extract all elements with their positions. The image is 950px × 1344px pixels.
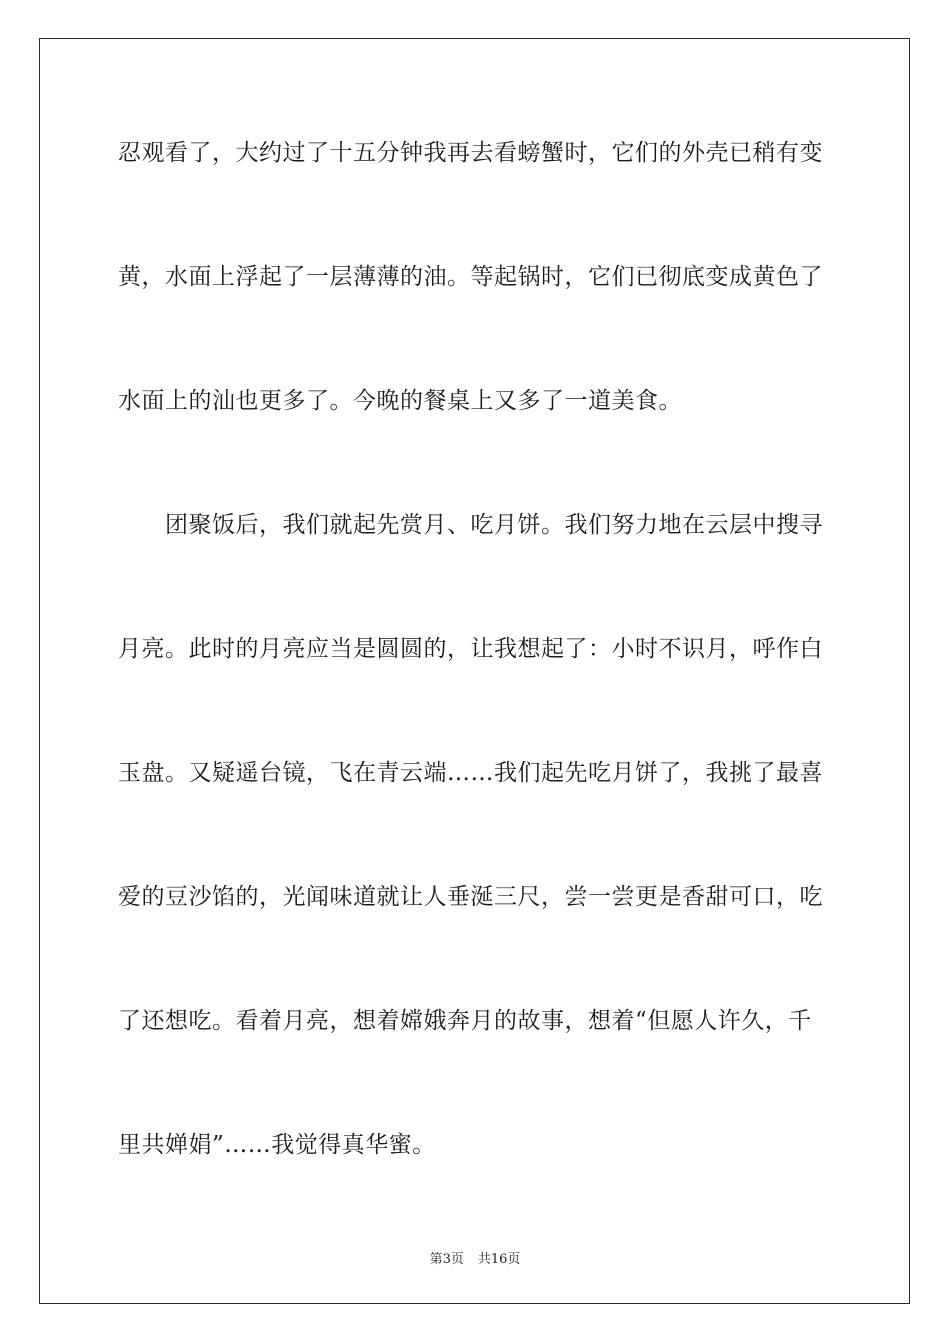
text-line: 月亮。此时的月亮应当是圆圆的，让我想起了：小时不识月，呼作白 — [118, 636, 823, 662]
page-total: 共16页 — [477, 1252, 521, 1267]
text-line: 忍观看了，大约过了十五分钟我再去看螃蟹时，它们的外壳已稍有变 — [118, 140, 823, 166]
text-line: 里共婵娟”……我觉得真华蜜。 — [118, 1132, 436, 1158]
text-line: 了还想吃。看着月亮，想着嫦娥奔月的故事，想着“但愿人许久，千 — [118, 1008, 812, 1034]
page-number: 第3页 — [429, 1252, 464, 1267]
page-footer — [0, 1248, 950, 1267]
text-line: 水面上的汕也更多了。今晚的餐桌上又多了一道美食。 — [118, 388, 682, 414]
text-line: 爱的豆沙馅的，光闻味道就让人垂涎三尺，尝一尝更是香甜可口，吃 — [118, 884, 823, 910]
text-line: 玉盘。又疑遥台镜，飞在青云端……我们起先吃月饼了，我挑了最喜 — [118, 760, 823, 786]
text-line: 黄，水面上浮起了一层薄薄的油。等起锅时，它们已彻底变成黄色了 — [118, 264, 823, 290]
text-line: 团聚饭后，我们就起先赏月、吃月饼。我们努力地在云层中搜寻 — [118, 512, 823, 538]
document-body — [118, 122, 832, 1238]
